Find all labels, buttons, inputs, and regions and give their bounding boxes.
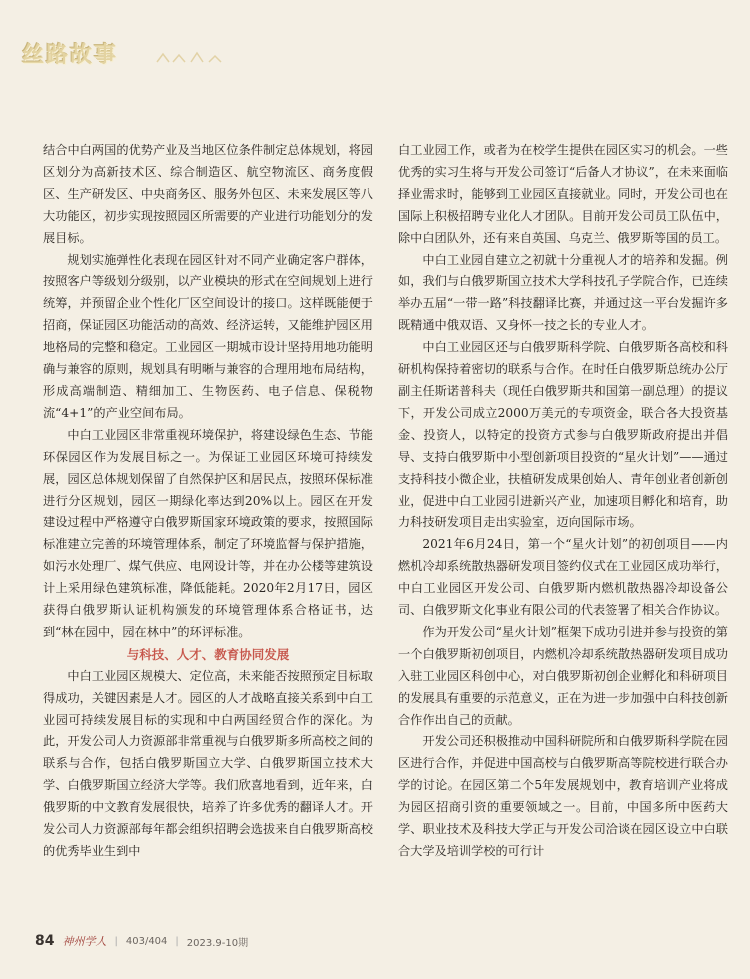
paragraph: 中白工业园自建立之初就十分重视人才的培养和发掘。例如，我们与白俄罗斯国立技术大学科技孔子学院合作，已连续举办五届“一带一路”科技翻译比赛，并通过这一平台发掘许多既精通中俄双语、又身怀一技之长的专业人才。 bbox=[398, 252, 728, 333]
right-column bbox=[398, 140, 728, 863]
issue-number: 403/404 bbox=[125, 935, 168, 947]
paragraph: 白工业园工作，或者为在校学生提供在园区实习的机会。一些优秀的实习生将与开发公司签订“后备人才协议”，在未来面临择业需求时，能够到工业园区直接就业。同时，开发公司也在国际上积极招聘专业化人才团队。目前开发公司员工队伍中，除中白团队外，还有来自英国、乌克兰、俄罗斯等国的员工。 bbox=[398, 143, 728, 245]
paragraph: 中白工业园区非常重视环境保护，将建设绿色生态、节能环保园区作为发展目标之一。为保证工业园区环境可持续发展，园区总体规划保留了自然保护区和居民点，按照环保标准进行分区规划，园区一期绿化率达到20%以上。园区在开发建设过程中严格遵守白俄罗斯国家环境政策的要求，按照国际标准建立完善的环境管理体系，制定了环境监督与保护措施，如污水处理厂、煤气供应、电网设计等，并在办公楼等建筑设计上采用绿色建筑标准，降低能耗。2020年2月17日，园区获得白俄罗斯认证机构颁发的环境管理体系合格证书，达到“林在园中，园在林中”的环评标准。 bbox=[43, 427, 373, 639]
separator: | bbox=[175, 935, 179, 947]
page-header bbox=[0, 0, 750, 110]
paragraph: 2021年6月24日，第一个“星火计划”的初创项目——内燃机冷却系统散热器研发项目签约仪式在工业园区成功举行，中白工业园区开发公司、白俄罗斯内燃机散热器冷却设备公司、白俄罗斯文化事业有限公司的代表签署了相关合作协议。 bbox=[398, 537, 728, 618]
left-column bbox=[43, 140, 373, 863]
paragraph: 开发公司还积极推动中国科研院所和白俄罗斯科学院在园区进行合作，并促进中国高校与白俄罗斯高等院校进行联合办学的讨论。在园区第二个5年发展规划中，教育培训产业将成为园区招商引资的重要领域之一。目前，中国多所中医药大学、职业技术及科技大学正与开发公司洽谈在园区设立中白联合大学及培训学校的可行计 bbox=[398, 734, 728, 858]
decorative-ornament-icon bbox=[155, 50, 235, 64]
section-title: 丝路故事 bbox=[22, 43, 119, 68]
page-number: 84 bbox=[35, 933, 55, 949]
separator: | bbox=[114, 935, 118, 947]
paragraph: 中白工业园区还与白俄罗斯科学院、白俄罗斯各高校和科研机构保持着密切的联系与合作。在时任白俄罗斯总统办公厅副主任斯诺普科夫（现任白俄罗斯共和国第一副总理）的提议下，开发公司成立2000万美元的专项资金，联合各大投资基金、投资人，以特定的投资方式参与白俄罗斯政府提出并倡导、支持白俄罗斯中小型创新项目投资的“星火计划”——通过支持科技小微企业，扶植研发成果创始人、青年创业者创新创业，促进中白工业园引进新兴产业，加速项目孵化和培育，助力科技研发项目走出实验室，迈向国际市场。 bbox=[398, 340, 728, 530]
paragraph: 中白工业园区规模大、定位高，未来能否按照预定目标取得成功，关键因素是人才。园区的人才战略直接关系到中白工业园可持续发展目标的实现和中白两国经贸合作的深化。为此，开发公司人力资源部非常重视与白俄罗斯多所高校之间的联系与合作，包括白俄罗斯国立大学、白俄罗斯国立技术大学、白俄罗斯国立经济大学等。我们欣喜地看到，近年来，白俄罗斯的中文教育发展很快，培养了许多优秀的翻译人才。开发公司人力资源部每年都会组织招聘会选拔来自白俄罗斯高校的优秀毕业生到中 bbox=[43, 668, 373, 858]
page-footer bbox=[35, 931, 248, 951]
paragraph: 结合中白两国的优势产业及当地区位条件制定总体规划，将园区划分为高新技术区、综合制造区、航空物流区、商务度假区、生产研发区、中央商务区、服务外包区、未来发展区等八大功能区，初步实现按照园区所需要的产业进行功能划分的发展目标。 bbox=[43, 143, 373, 245]
paragraph: 规划实施弹性化表现在园区针对不同产业确定客户群体，按照客户等级划分级别，以产业模块的形式在空间规划上进行统筹，并预留企业个性化厂区空间设计的接口。这样既能便于招商，保证园区功能活动的高效、经济运转，又能维护园区用地格局的完整和稳定。工业园区一期城市设计坚持用地功能明确与兼容的原则，规划具有明晰与兼容的合理用地布局结构，形成高端制造、精细加工、生物医药、电子信息、保税物流“4+1”的产业空间布局。 bbox=[43, 252, 373, 420]
issue-date: 2023.9-10期 bbox=[186, 937, 249, 949]
section-heading: 与科技、人才、教育协同发展 bbox=[126, 646, 290, 662]
publication-name: 神州学人 bbox=[62, 935, 107, 948]
paragraph: 作为开发公司“星火计划”框架下成功引进并参与投资的第一个白俄罗斯初创项目，内燃机冷却系统散热器研发项目成功入驻工业园区科创中心，对白俄罗斯初创企业孵化和科研项目的发展具有重要的示范意义，正在为进一步加强中白科技创新合作作出自己的贡献。 bbox=[398, 624, 728, 727]
